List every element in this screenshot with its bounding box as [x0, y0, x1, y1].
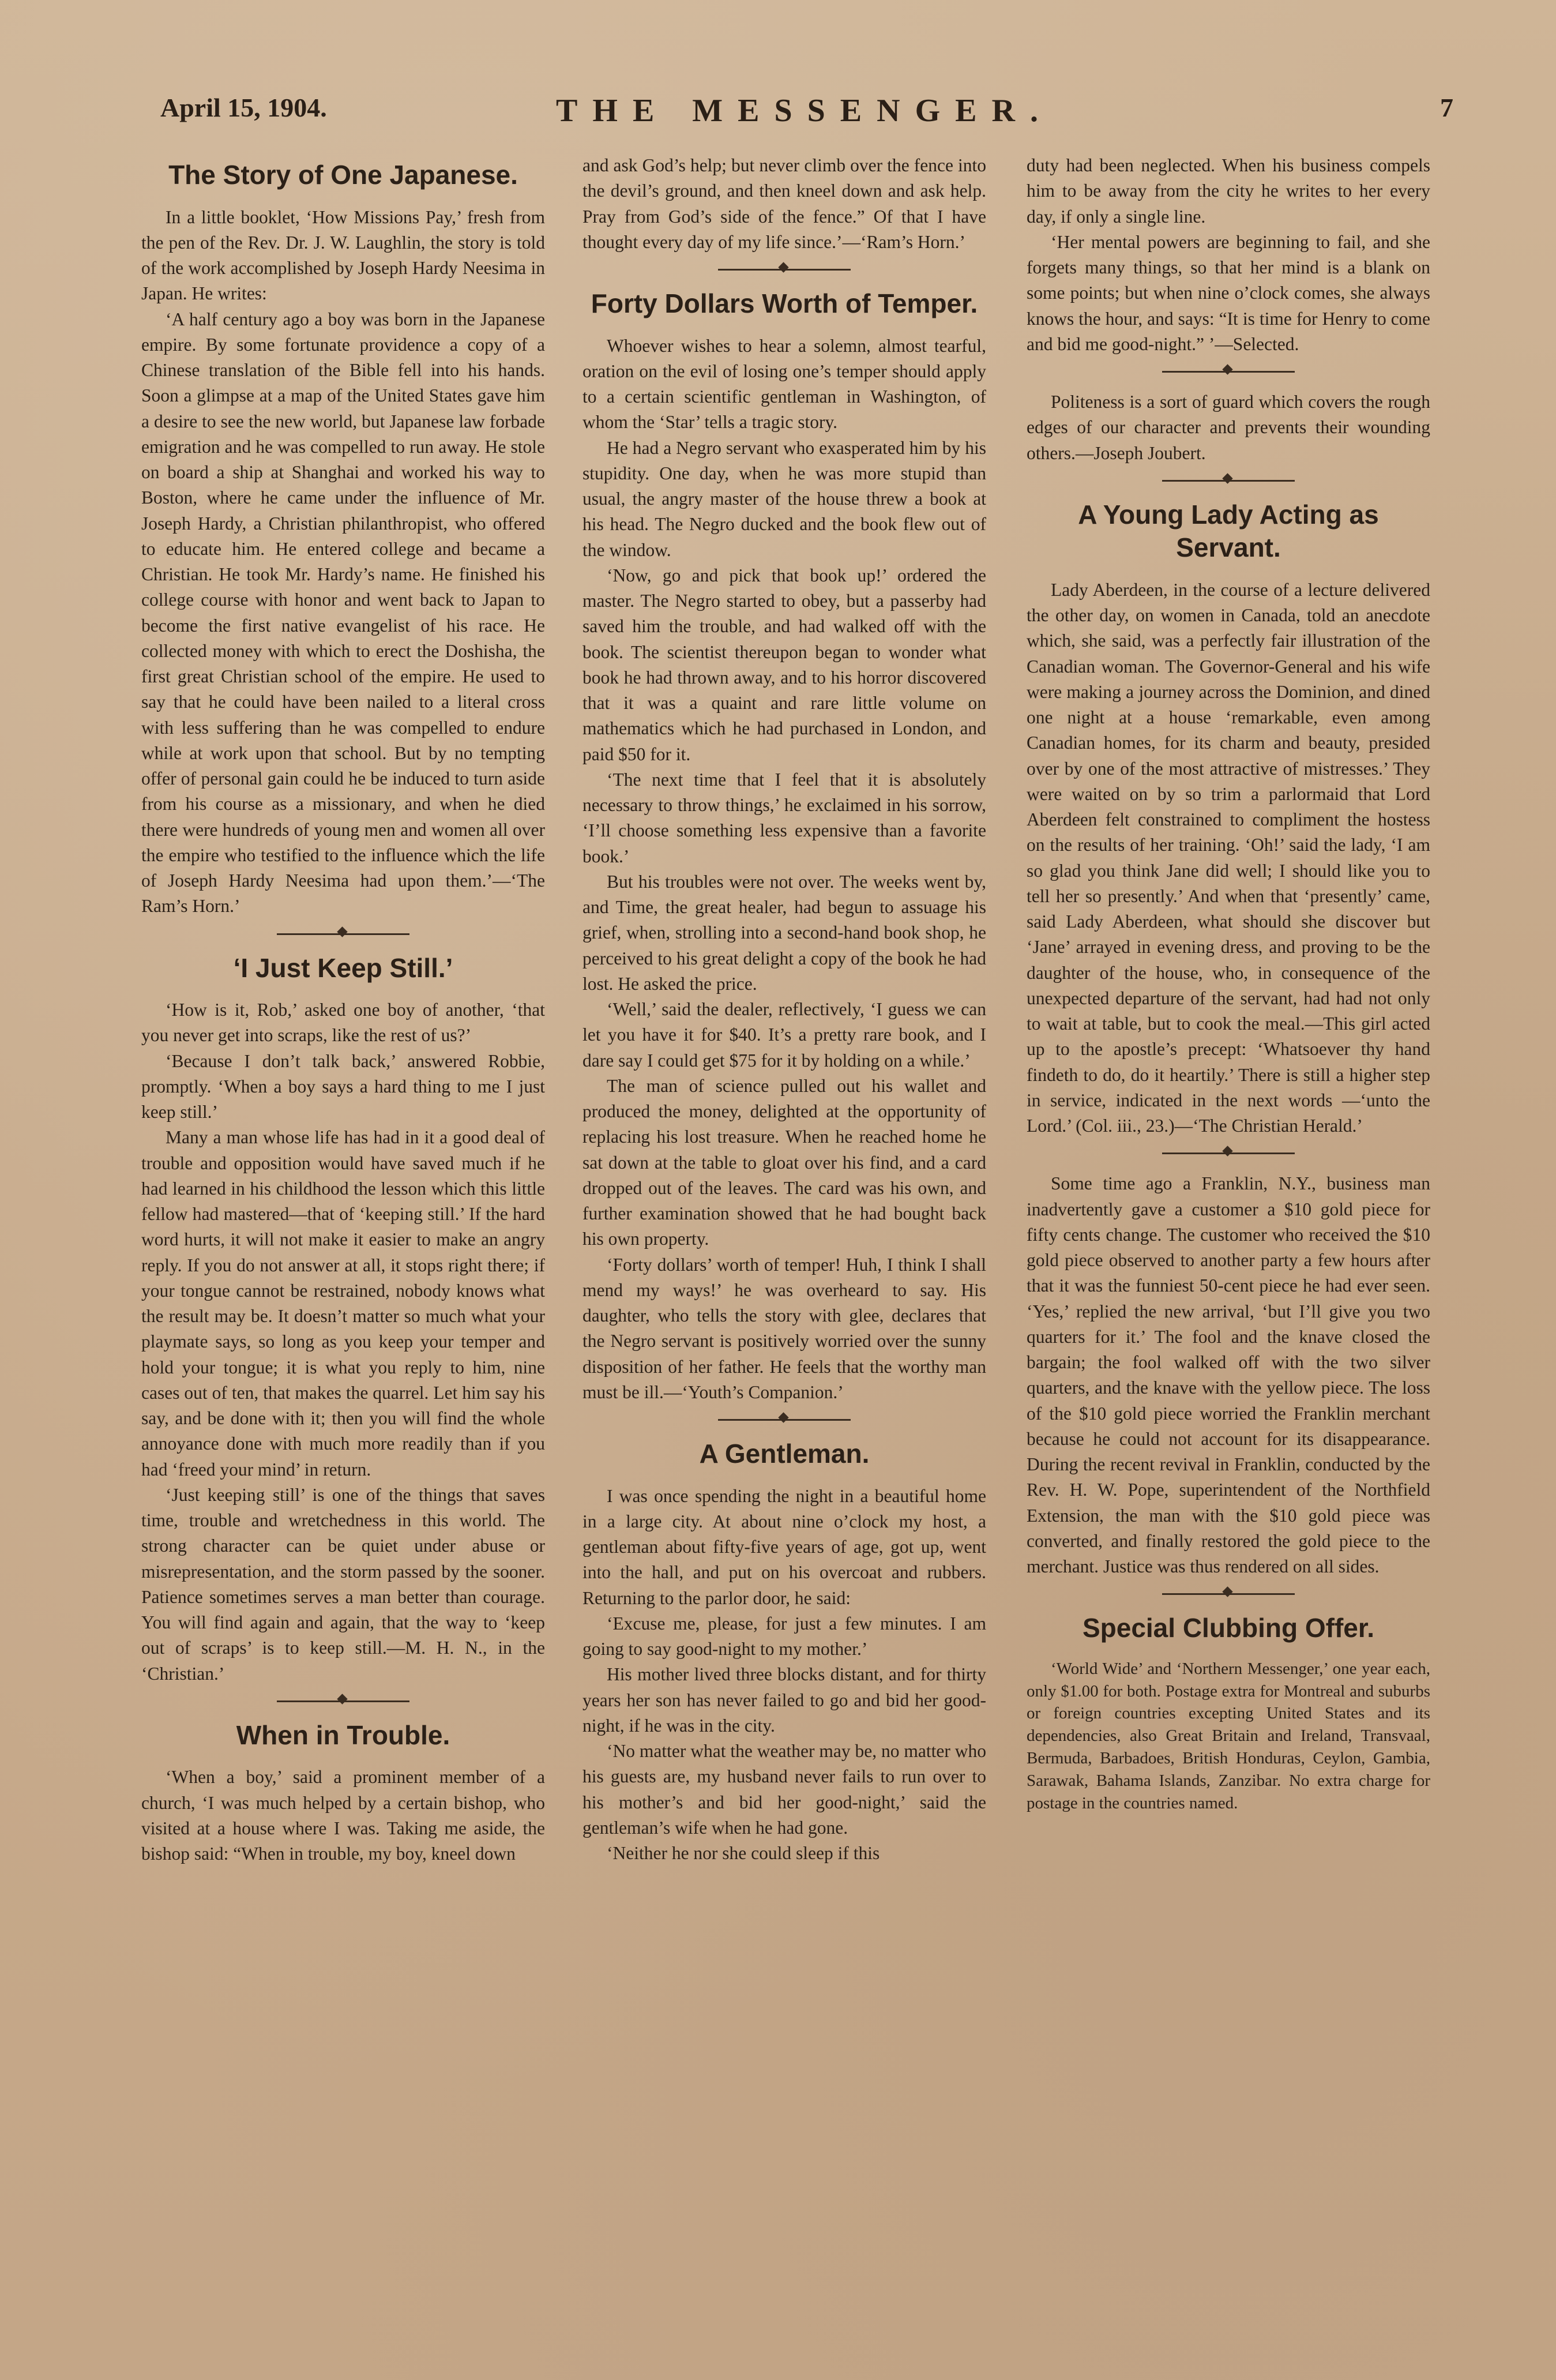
column-1: [141, 153, 545, 2345]
article-paragraph: Many a man whose life has had in it a good deal of trouble and opposition would have saved much if he had learned in his childhood the lesson which this little fellow had mastered—that of ‘keeping still.’ If the hard word hurts, it will not make it easier to make an angry reply. If you do not answer at all, it stops right there; if your tongue cannot be restrained, nobody knows what the result may be. It doesn’t matter so much what your playmate says, so long as you keep your temper and hold your tongue; it is what you reply to him, nine cases out of ten, that makes the quarrel. Let him say his say, and be done with it; then you will find the whole annoyance done with much more readily than if you had ‘freed your mind’ in return.: [141, 1127, 545, 1480]
article-title-a-gentleman: A Gentleman.: [699, 1439, 870, 1469]
article-paragraph: ‘When a boy,’ said a prominent member of a church, ‘I was much helped by a certain bishop, who visited at a house where I was. Taking me aside, the bishop said: “When in trouble, my boy, kneel down: [141, 1767, 545, 1864]
article-paragraph: He had a Negro servant who exasperated him by his stupidity. One day, when he was more stupid than usual, the angry master of the house threw a book at his head. The Negro ducked and the book flew out of the window.: [582, 437, 986, 560]
article-title-i-just-keep-still: ‘I Just Keep Still.’: [233, 952, 453, 983]
article-paragraph: His mother lived three blocks distant, and for thirty years her son has never failed to go and bid her good-night, if he was in the city.: [582, 1664, 986, 1736]
section-divider-ornament: [718, 1406, 851, 1432]
column-2: [582, 153, 986, 2345]
article-paragraph: ‘Her mental powers are beginning to fail, and she forgets many things, so that her mind is a blank on some points; but when nine o’clock comes, she always knows the hour, and says: “It is time for Henry to come and bid me good-night.” ’—Selected.: [1027, 231, 1430, 354]
article-title-forty-dollars-worth-of-temper: Forty Dollars Worth of Temper.: [591, 288, 978, 318]
article-paragraph: ‘Just keeping still’ is one of the things that saves time, trouble and wretchedness in this world. The strong character can be quiet under abuse or misrepresentation, and the storm passed by the sooner. Patience sometimes serves a man better than courage. You will find again and again, that the way to ‘keep out of scraps’ is to keep still.—M. H. N., in the ‘Christian.’: [141, 1484, 545, 1684]
article-paragraph: ‘Now, go and pick that book up!’ ordered the master. The Negro started to obey, but a passerby had saved him the trouble, and had walked off with the book. The scientist thereupon began to wonder what book he had thrown away, and to his horror discovered that it was a quaint and rare little volume on mathematics which he had purchased in London, and paid $50 for it.: [582, 565, 986, 764]
article-paragraph: ‘Well,’ said the dealer, reflectively, ‘I guess we can let you have it for $40. It’s a pretty rare book, and I dare say I could get $75 for it by holding on a while.’: [582, 999, 986, 1071]
article-paragraph: ‘The next time that I feel that it is absolutely necessary to throw things,’ he exclaimed in his sorrow, ‘I’ll choose something less expensive than a favorite book.’: [582, 769, 986, 866]
section-divider-ornament: [1162, 358, 1295, 384]
offer-paragraph: ‘World Wide’ and ‘Northern Messenger,’ one year each, only $1.00 for both. Postage extra for Montreal and suburbs or foreign countries excepting United States and its dependencies, also Great Britain and Ireland, Transvaal, Bermuda, Barbadoes, British Honduras, Ceylon, Gambia, Sarawak, Bahama Islands, Zanzibar. No extra charge for postage in the countries named.: [1027, 1659, 1430, 1812]
article-paragraph: ‘No matter what the weather may be, no matter who his guests are, my husband never fails to run over to his mother’s and bid her good-night,’ said the gentleman’s wife when he had gone.: [582, 1741, 986, 1838]
page-header: [156, 92, 1453, 133]
section-divider-ornament: [277, 1688, 409, 1713]
article-title-story-of-one-japanese: The Story of One Japanese.: [168, 160, 518, 190]
article-paragraph: ‘Neither he nor she could sleep if this: [607, 1843, 880, 1863]
article-paragraph-continued: duty had been neglected. When his business compels him to be away from the city he writes to her every day, if only a single line.: [1027, 155, 1430, 227]
article-paragraph: ‘Forty dollars’ worth of temper! Huh, I think I shall mend my ways!’ he was overheard to say. His daughter, who tells the story with glee, declares that the Negro servant is positively worried over the sunny disposition of her father. He feels that the worthy man must be ill.—‘Youth’s Companion.’: [582, 1254, 986, 1402]
article-paragraph: ‘Excuse me, please, for just a few minutes. I am going to say good-night to my mother.’: [582, 1613, 986, 1659]
article-paragraph: Some time ago a Franklin, N.Y., business man inadvertently gave a customer a $10 gold piece for fifty cents change. The customer who received the $10 gold piece observed to another party a few hours after that it was the funniest 50-cent piece he had ever seen. ‘Yes,’ replied the new arrival, ‘but I’ll give you two quarters for it.’ The fool and the knave closed the bargain; the fool walked off with the two silver quarters, and the knave with the yellow piece. The loss of the $10 gold piece worried the Franklin merchant because he could not account for its disappearance. During the recent revival in Franklin, conducted by the Rev. H. W. Pope, superintendent of the Northfield Extension, the man with the $10 gold piece was converted, and finally restored the gold piece to the merchant. Justice was thus rendered on all sides.: [1027, 1173, 1430, 1576]
article-paragraph: I was once spending the night in a beautiful home in a large city. At about nine o’clock my host, a gentleman about fifty-five years of age, got up, went into the hall, and put on his overcoat and rubbers. Returning to the parlor door, he said:: [582, 1485, 986, 1608]
article-paragraph: ‘Because I don’t talk back,’ answered Robbie, promptly. ‘When a boy says a hard thing to me I just keep still.’: [141, 1050, 545, 1122]
article-paragraph: Lady Aberdeen, in the course of a lecture delivered the other day, on women in Canada, told an anecdote which, she said, was a perfectly fair illustration of the Canadian woman. The Governor-General and his wife were making a journey across the Dominion, and dined one night at a house ‘remarkable, even among Canadian homes, for its charm and beauty, presided over by one of the most attractive of mistresses.’ They were waited on by so trim a parlormaid that Lord Aberdeen felt constrained to compliment the hostess on the results of her training. ‘Oh!’ said the lady, ‘I am so glad you think Jane did well; I should like you to tell her so presently.’ And when that ‘presently’ came, said Lady Aberdeen, what should she discover but ‘Jane’ arrayed in evening dress, and proving to be the daughter of the house, who, in consequence of the unexpected departure of the servant, had had not only to wait at table, but to cook the meal.—This girl acted up to the apostle’s precept: ‘Whatsoever thy hand findeth to do, do it heartily.’ There is still a higher step in service, indicated in the next words —‘unto the Lord.’ (Col. iii., 23.)—‘The Christian Herald.’: [1027, 579, 1430, 1136]
politeness-paragraph: Politeness is a sort of guard which covers the rough edges of our character and prevents their wounding others.—Joseph Joubert.: [1027, 392, 1430, 463]
masthead-title: THE MESSENGER.: [556, 93, 1053, 129]
section-divider-ornament: [1162, 1140, 1295, 1165]
section-divider-ornament: [1162, 467, 1295, 493]
column-3: [1027, 153, 1430, 2345]
article-paragraph-continued: and ask God’s help; but never climb over the fence into the devil’s ground, and then kneel down and ask help. Pray from God’s side of the fence.” Of that I have thought every day of my life since.’—‘Ram’s Horn.’: [582, 155, 986, 252]
section-divider-ornament: [1162, 1581, 1295, 1606]
issue-date: April 15, 1904.: [160, 93, 327, 122]
article-paragraph: In a little booklet, ‘How Missions Pay,’ fresh from the pen of the Rev. Dr. J. W. Laughlin, the story is told of the work accomplished by Joseph Hardy Neesima in Japan. He writes:: [141, 207, 545, 304]
section-divider-ornament: [277, 921, 409, 946]
article-paragraph: ‘How is it, Rob,’ asked one boy of another, ‘that you never get into scraps, like the rest of us?’: [141, 1000, 545, 1046]
article-paragraph: But his troubles were not over. The weeks went by, and Time, the great healer, had begun to assuage his grief, when, strolling into a second-hand book shop, he perceived to his great delight a copy of the book he had lost. He asked the price.: [582, 871, 986, 994]
section-divider-ornament: [718, 256, 851, 281]
article-title-special-clubbing-offer: Special Clubbing Offer.: [1082, 1613, 1375, 1643]
article-paragraph: The man of science pulled out his wallet and produced the money, delighted at the opportunity of replacing his lost treasure. When he reached home he sat down at the table to gloat over his find, and a card dropped out of the leaves. The card was his own, and further examination showed that he had bought back his own property.: [582, 1075, 986, 1249]
article-title-when-in-trouble: When in Trouble.: [236, 1720, 450, 1750]
article-paragraph: Whoever wishes to hear a solemn, almost tearful, oration on the evil of losing one’s temper should apply to a certain scientific gentleman in Washington, of whom the ‘Star’ tells a tragic story.: [582, 335, 986, 433]
article-title-young-lady-acting-as-servant: A Young Lady Acting as Servant.: [1078, 499, 1379, 563]
page-number: 7: [1440, 93, 1453, 122]
article-paragraph: ‘A half century ago a boy was born in the Japanese empire. By some fortunate providence a copy of a Chinese translation of the Bible fell into his hands. Soon a glimpse at a map of the United States gave him a desire to see the new world, but Japanese law forbade emigration and he was compelled to run away. He stole on board a ship at Shanghai and worked his way to Boston, where he came under the influence of Mr. Joseph Hardy, a Christian philanthropist, who offered to educate him. He entered college and became a Christian. He took Mr. Hardy’s name. He finished his college course with honor and went back to Japan to become the first native evangelist of his race. He collected money with which to erect the Doshisha, the first great Christian school of the empire. He used to say that he could have been nailed to a literal cross with less suffering than he was compelled to endure while at work upon that school. But by no tempting offer of personal gain could he be induced to turn aside from his course as a missionary, and when he died there were hundreds of young men and women all over the empire who testified to the influence which the life of Joseph Hardy Neesima had upon them.’—‘The Ram’s Horn.’: [141, 309, 545, 917]
